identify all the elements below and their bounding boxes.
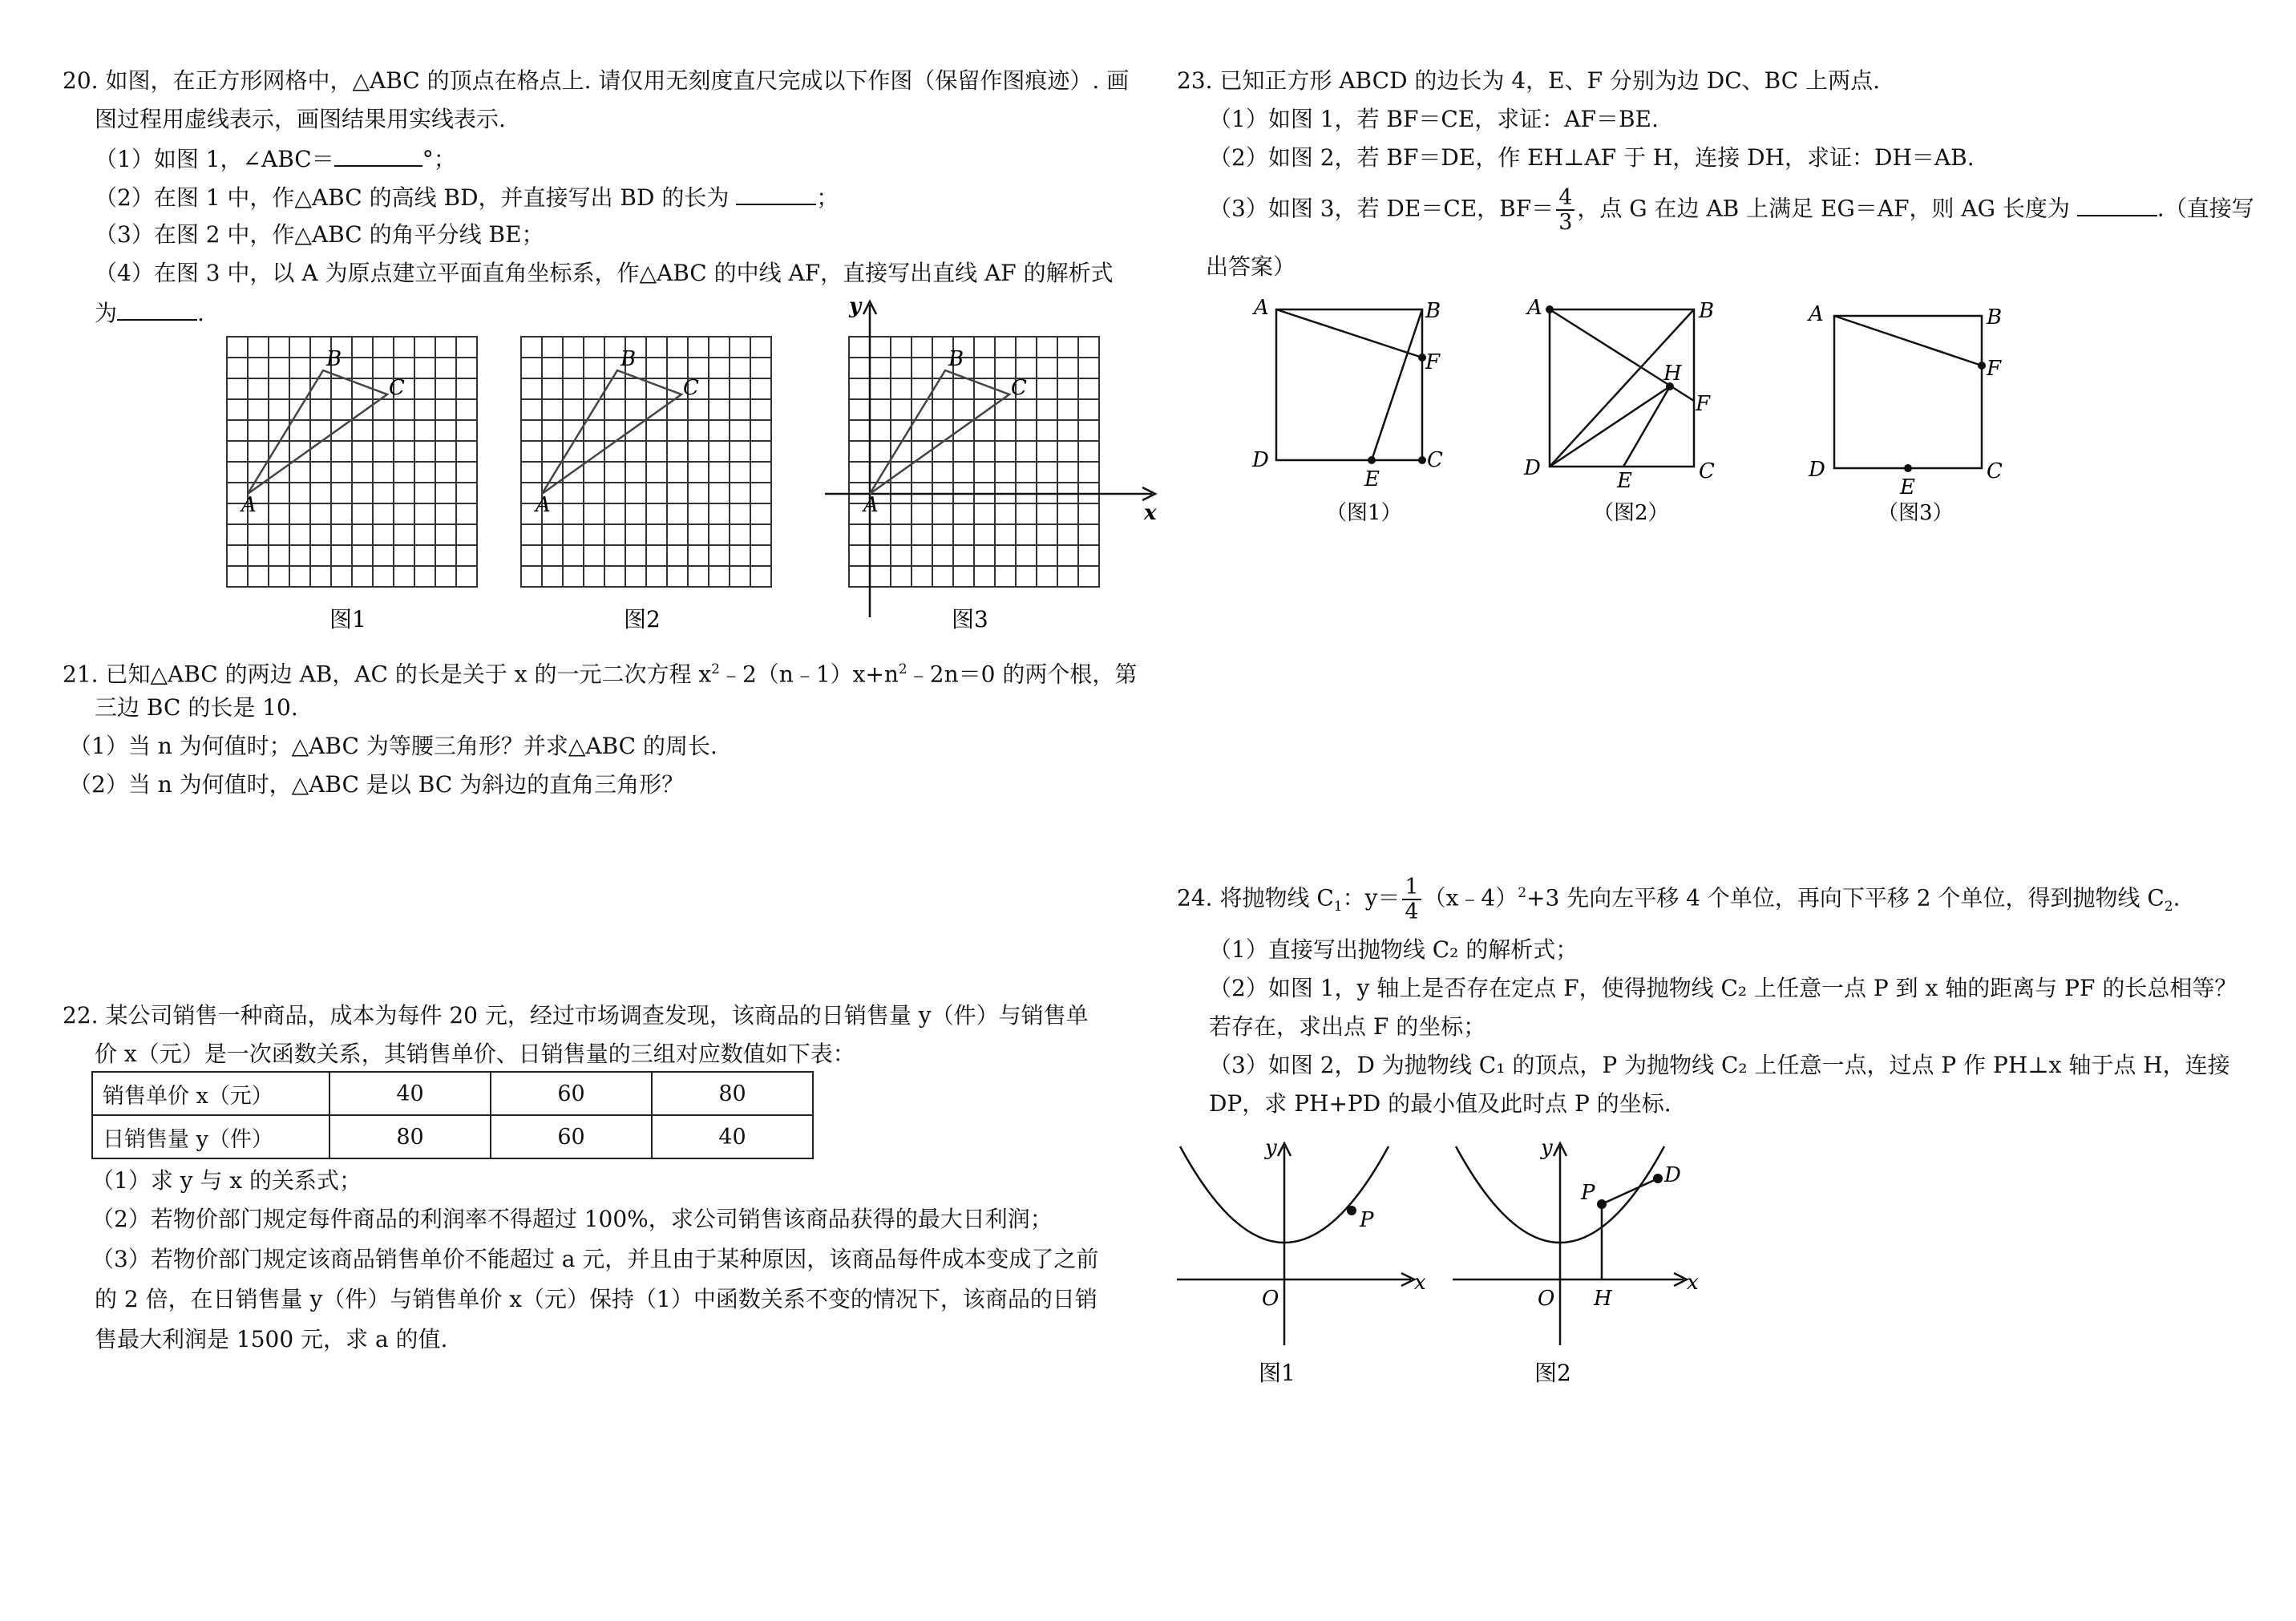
q20-number: 20. bbox=[63, 67, 99, 94]
q21-line2: 三边 BC 的长是 10. bbox=[95, 694, 298, 721]
origin-label: O bbox=[1538, 1287, 1555, 1311]
segment-be bbox=[1372, 309, 1422, 460]
vertex-c-label: C bbox=[389, 376, 405, 400]
q21-part2: （2）当 n 为何值时，△ABC 是以 BC 为斜边的直角三角形？ bbox=[69, 771, 685, 798]
q20-figure-1 bbox=[227, 337, 499, 641]
price-table bbox=[91, 1071, 814, 1159]
q23-part3 bbox=[1209, 186, 2254, 234]
q20-part4-post: . bbox=[197, 300, 204, 326]
q23-part2: （2）如图 2，若 BF＝DE，作 EH⊥AF 于 H，连接 DH，求证：DH＝AB. bbox=[1209, 144, 1975, 171]
vertex-a-label: A bbox=[1809, 302, 1824, 326]
vertex-d-label: D bbox=[1524, 456, 1541, 480]
y-axis-label: y bbox=[1541, 1136, 1553, 1160]
point-p-label: P bbox=[1581, 1181, 1595, 1205]
q20-part3: （3）在图 2 中，作△ABC 的角平分线 BE； bbox=[95, 221, 544, 248]
point-h-label: H bbox=[1663, 362, 1682, 386]
fraction-numerator: 4 bbox=[1556, 186, 1574, 211]
q24-text-eq: ：y＝ bbox=[1342, 884, 1401, 912]
q22-line1 bbox=[63, 1002, 1089, 1029]
q24-part3-line2: DP，求 PH+PD 的最小值及此时点 P 的坐标. bbox=[1209, 1090, 1671, 1117]
fraction-one-quarter bbox=[1402, 875, 1421, 924]
vertex-c-label: C bbox=[1699, 459, 1715, 483]
q24-part1: （1）直接写出抛物线 C₂ 的解析式； bbox=[1209, 936, 1578, 963]
q21-text1c: ﹣2n＝0 的两个根，第 bbox=[907, 661, 1138, 688]
table-cell: 60 bbox=[491, 1072, 652, 1115]
q24-sub2: 2 bbox=[2164, 899, 2173, 916]
vertex-c-label: C bbox=[683, 376, 699, 400]
answer-blank[interactable] bbox=[334, 144, 422, 167]
q21-sup2: 2 bbox=[898, 661, 907, 677]
q23-line1 bbox=[1177, 67, 1880, 95]
point-d bbox=[1653, 1174, 1663, 1183]
table-cell: 60 bbox=[491, 1115, 652, 1158]
q24-figure-2 bbox=[1453, 1130, 1741, 1395]
q22-part2: （2）若物价部门规定每件商品的利润率不得超过 100%，求公司销售该商品获得的最大日利润； bbox=[91, 1206, 1053, 1232]
q21-text1a: 已知△ABC 的两边 AB，AC 的长是关于 x 的一元二次方程 x bbox=[105, 661, 712, 688]
q20-part2-text: （2）在图 1 中，作△ABC 的高线 BD，并直接写出 BD 的长为 bbox=[95, 184, 730, 211]
x-axis-label: x bbox=[1144, 501, 1157, 525]
vertex-b-label: B bbox=[326, 347, 342, 371]
q24-text-pre: 将抛物线 C bbox=[1219, 884, 1334, 912]
q22-text1: 某公司销售一种商品，成本为每件 20 元，经过市场调查发现，该商品的日销售量 y（件）与销售单 bbox=[105, 1002, 1089, 1029]
q24-text-end: . bbox=[2173, 884, 2181, 912]
q20-figure-2 bbox=[521, 337, 794, 641]
table-cell: 80 bbox=[329, 1115, 491, 1158]
vertex-d-label: D bbox=[1809, 458, 1825, 482]
q20-figure-3 bbox=[832, 289, 1157, 641]
q24-text-post: +3 先向左平移 4 个单位，再向下平移 2 个单位，得到抛物线 C bbox=[1526, 884, 2165, 912]
point-c bbox=[1418, 456, 1426, 464]
vertex-b-label: B bbox=[948, 347, 964, 371]
y-axis-label: y bbox=[1265, 1136, 1277, 1160]
q21-sup1: 2 bbox=[711, 661, 720, 677]
vertex-a-label: A bbox=[536, 493, 551, 517]
vertex-c-label: C bbox=[1427, 448, 1443, 472]
q20-part2-post: ； bbox=[816, 184, 839, 211]
q22-part3-line1: （3）若物价部门规定该商品销售单价不能超过 a 元，并且由于某种原因，该商品每件成本变成了之前 bbox=[91, 1246, 1099, 1272]
point-h-label: H bbox=[1594, 1287, 1612, 1311]
point-f-label: F bbox=[1987, 357, 2002, 381]
table-cell: 40 bbox=[329, 1072, 491, 1115]
point-p bbox=[1347, 1206, 1356, 1215]
point-e-label: E bbox=[1617, 469, 1632, 493]
q20-line2: 图过程用虚线表示，画图结果用实线表示. bbox=[95, 106, 506, 132]
answer-blank[interactable] bbox=[2077, 194, 2157, 216]
point-f-label: F bbox=[1696, 392, 1711, 416]
q24-figure-1 bbox=[1177, 1130, 1441, 1395]
q24-part3-line1: （3）如图 2，D 为抛物线 C₁ 的顶点，P 为抛物线 C₂ 上任意一点，过点 P 作 PH⊥x 轴于点 H，连接 bbox=[1209, 1052, 2230, 1078]
table-row-header: 日销售量 y（件） bbox=[92, 1115, 329, 1158]
q20-text1: 如图，在正方形网格中，△ABC 的顶点在格点上. 请仅用无刻度直尺完成以下作图（保留作图痕迹）. 画 bbox=[105, 67, 1130, 94]
q24-number: 24. bbox=[1177, 884, 1213, 912]
vertex-b-label: B bbox=[620, 347, 637, 371]
q23-figure-1 bbox=[1247, 289, 1520, 537]
segment-dh bbox=[1550, 386, 1670, 467]
figure-caption: （图3） bbox=[1878, 501, 1954, 525]
y-axis-label: y bbox=[849, 294, 862, 318]
q23-number: 23. bbox=[1177, 67, 1213, 94]
q22-number: 22. bbox=[63, 1002, 99, 1029]
q23-figure-3 bbox=[1799, 289, 2072, 537]
answer-blank[interactable] bbox=[117, 298, 197, 321]
vertex-c-label: C bbox=[1011, 376, 1027, 400]
q24-sup: 2 bbox=[1518, 885, 1527, 902]
vertex-a-label: A bbox=[863, 493, 879, 517]
figure-caption: （图1） bbox=[1326, 501, 1402, 525]
q21-part1: （1）当 n 为何值时；△ABC 为等腰三角形？并求△ABC 的周长. bbox=[69, 733, 718, 759]
point-a bbox=[1546, 305, 1554, 313]
q23-part1: （1）如图 1，若 BF＝CE，求证：AF＝BE. bbox=[1209, 106, 1659, 132]
vertex-a-label: A bbox=[1254, 296, 1269, 320]
q21-text1b: ﹣2（n﹣1）x+n bbox=[719, 661, 899, 688]
figure-caption: 图2 bbox=[1534, 1360, 1571, 1386]
q23-text1: 已知正方形 ABCD 的边长为 4，E、F 分别为边 DC、BC 上两点. bbox=[1219, 67, 1881, 94]
q23-part3-line2: 出答案） bbox=[1206, 253, 1296, 280]
square-abcd bbox=[1834, 316, 1982, 468]
q20-part4-pre: 为 bbox=[95, 300, 118, 326]
q21-line1 bbox=[63, 656, 1137, 688]
point-e bbox=[1368, 456, 1376, 464]
q22-line2: 价 x（元）是一次函数关系，其销售单价、日销售量的三组对应数值如下表： bbox=[95, 1041, 855, 1067]
origin-label: O bbox=[1262, 1287, 1279, 1311]
q23-figure-2 bbox=[1518, 289, 1790, 537]
point-e bbox=[1904, 464, 1912, 472]
segment-af bbox=[1276, 309, 1422, 358]
q24-part2-line1: （2）如图 1，y 轴上是否存在定点 F，使得抛物线 C₂ 上任意一点 P 到 x 轴的距离与 PF 的长总相等？ bbox=[1209, 975, 2237, 1001]
q20-part2 bbox=[95, 183, 839, 212]
q22-part3-line2: 的 2 倍，在日销售量 y（件）与销售单价 x（元）保持（1）中函数关系不变的情况下，该商品的日销 bbox=[95, 1286, 1097, 1312]
point-e-label: E bbox=[1900, 475, 1915, 499]
q23-part3-post: .（直接写 bbox=[2157, 195, 2254, 222]
table-row bbox=[92, 1115, 813, 1158]
figure-caption: 图1 bbox=[329, 606, 366, 633]
q20-part1-text: （1）如图 1，∠ABC＝ bbox=[95, 146, 334, 172]
segment-eh bbox=[1623, 386, 1670, 467]
figure-caption: 图2 bbox=[624, 606, 661, 633]
q20-part1 bbox=[95, 144, 456, 173]
q20-part4-line2 bbox=[95, 298, 204, 327]
q20-part4: （4）在图 3 中，以 A 为原点建立平面直角坐标系，作△ABC 的中线 AF，直接写出直线 AF 的解析式 bbox=[95, 260, 1114, 286]
point-f-label: F bbox=[1425, 350, 1441, 374]
q23-part3-pre: （3）如图 3，若 DE＝CE，BF＝ bbox=[1209, 195, 1554, 222]
q22-part3-line3: 售最大利润是 1500 元，求 a 的值. bbox=[95, 1326, 448, 1352]
q24-part2-line2: 若存在，求出点 F 的坐标； bbox=[1209, 1013, 1486, 1040]
vertex-b-label: B bbox=[1699, 299, 1715, 323]
q20-line1 bbox=[63, 67, 1129, 95]
table-row bbox=[92, 1072, 813, 1115]
vertex-c-label: C bbox=[1987, 459, 2003, 483]
q23-part3-mid: ，点 G 在边 AB 上满足 EG＝AF，则 AG 长度为 bbox=[1577, 195, 2070, 222]
q24-text-mid: （x﹣4） bbox=[1423, 884, 1518, 912]
point-f bbox=[1978, 362, 1986, 370]
figure-caption: （图2） bbox=[1593, 501, 1669, 525]
point-e-label: E bbox=[1364, 467, 1380, 491]
answer-blank[interactable] bbox=[736, 183, 816, 205]
x-axis-label: x bbox=[1414, 1271, 1426, 1295]
table-cell: 80 bbox=[652, 1072, 813, 1115]
segment-af bbox=[1834, 316, 1982, 366]
table-row-header: 销售单价 x（元） bbox=[92, 1072, 329, 1115]
point-p-label: P bbox=[1360, 1208, 1374, 1232]
q22-part1: （1）求 y 与 x 的关系式； bbox=[91, 1167, 362, 1194]
figure-caption: 图1 bbox=[1259, 1360, 1296, 1386]
vertex-b-label: B bbox=[1987, 305, 2003, 329]
fraction-numerator: 1 bbox=[1402, 875, 1421, 900]
point-d-label: D bbox=[1664, 1163, 1681, 1187]
vertex-a-label: A bbox=[241, 493, 257, 517]
vertex-d-label: D bbox=[1252, 448, 1269, 472]
vertex-a-label: A bbox=[1527, 296, 1542, 320]
q20-part1-post: °； bbox=[422, 146, 456, 172]
fraction-denominator: 3 bbox=[1558, 210, 1573, 235]
q24-line1 bbox=[1177, 875, 2181, 924]
fraction-four-thirds bbox=[1556, 186, 1574, 234]
fraction-denominator: 4 bbox=[1405, 899, 1419, 924]
q21-number: 21. bbox=[63, 661, 99, 688]
square-abcd bbox=[1276, 309, 1422, 460]
q24-sub1: 1 bbox=[1333, 899, 1343, 916]
x-axis-label: x bbox=[1687, 1271, 1699, 1295]
vertex-b-label: B bbox=[1425, 299, 1441, 323]
point-p bbox=[1597, 1199, 1607, 1209]
table-cell: 40 bbox=[652, 1115, 813, 1158]
figure-caption: 图3 bbox=[952, 606, 988, 633]
